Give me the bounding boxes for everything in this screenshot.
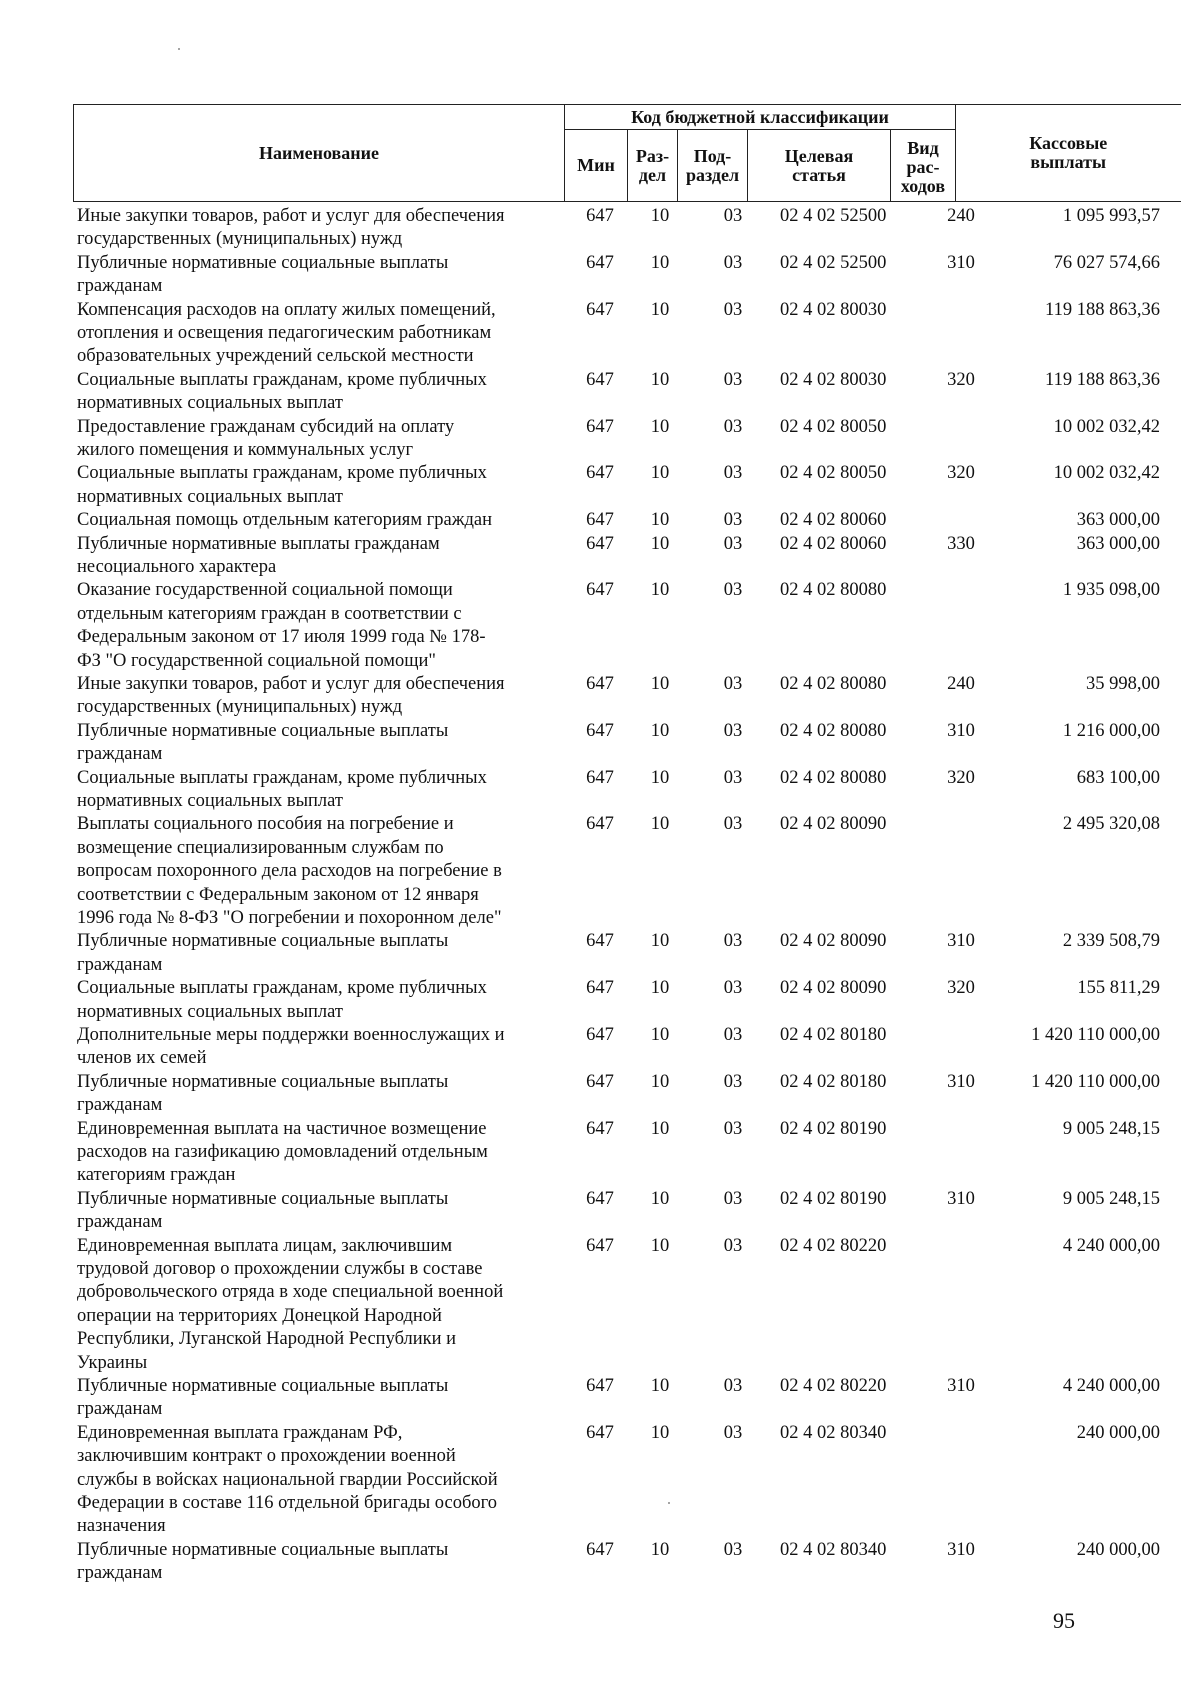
row-cash-payments: 363 000,00 bbox=[1076, 510, 1160, 531]
row-name bbox=[77, 1539, 557, 1586]
row-podrazdel: 03 bbox=[723, 1188, 743, 1209]
row-name bbox=[77, 369, 557, 416]
row-target-article: 02 4 02 80030 bbox=[780, 299, 887, 320]
row-min: 647 bbox=[586, 1024, 614, 1045]
row-min: 647 bbox=[586, 931, 614, 952]
row-cash-payments: 4 240 000,00 bbox=[1062, 1235, 1160, 1256]
row-razdel: 10 bbox=[650, 533, 670, 554]
row-target-article: 02 4 02 80060 bbox=[780, 510, 887, 531]
row-razdel: 10 bbox=[650, 206, 670, 226]
header-podrazdel-line: Под- bbox=[693, 145, 732, 166]
row-name-line: жилого помещения и коммунальных услуг bbox=[77, 439, 414, 460]
row-name-line: Публичные нормативные социальные выплаты bbox=[77, 720, 449, 741]
row-target-article: 02 4 02 80220 bbox=[780, 1235, 887, 1256]
row-name-line: Публичные нормативные социальные выплаты bbox=[77, 252, 449, 273]
table-row bbox=[0, 720, 1200, 767]
row-podrazdel: 03 bbox=[723, 510, 743, 531]
row-name bbox=[77, 813, 557, 930]
row-min: 647 bbox=[586, 1071, 614, 1092]
row-name-line: Публичные нормативные социальные выплаты bbox=[77, 1375, 449, 1396]
table-row bbox=[0, 369, 1200, 416]
table-row bbox=[0, 1375, 1200, 1422]
row-razdel: 10 bbox=[650, 767, 670, 788]
row-name-line: Компенсация расходов на оплату жилых помещений, bbox=[77, 299, 496, 320]
row-name bbox=[77, 1188, 557, 1235]
row-razdel: 10 bbox=[650, 463, 670, 484]
row-cash-payments: 1 935 098,00 bbox=[1062, 580, 1160, 601]
row-podrazdel: 03 bbox=[723, 369, 743, 390]
row-target-article: 02 4 02 80080 bbox=[780, 580, 887, 601]
row-razdel: 10 bbox=[650, 1422, 670, 1443]
row-name-line: гражданам bbox=[77, 1563, 163, 1584]
row-name-line: трудовой договор о прохождении службы в составе bbox=[77, 1258, 483, 1279]
header-vid bbox=[891, 130, 956, 202]
row-podrazdel: 03 bbox=[723, 299, 743, 320]
row-min: 647 bbox=[586, 299, 614, 320]
header-min: Мин bbox=[565, 130, 628, 202]
row-min: 647 bbox=[586, 767, 614, 788]
row-cash-payments: 240 000,00 bbox=[1076, 1422, 1160, 1443]
row-name-line: государственных (муниципальных) нужд bbox=[77, 229, 403, 250]
table-row bbox=[0, 1539, 1200, 1586]
table-row bbox=[0, 205, 1200, 252]
header-celevaya-line: статья bbox=[792, 164, 846, 185]
row-razdel: 10 bbox=[650, 1235, 670, 1256]
row-name bbox=[77, 416, 557, 463]
row-name bbox=[77, 1235, 557, 1375]
row-cash-payments: 1 420 110 000,00 bbox=[1031, 1071, 1160, 1092]
row-name-line: соответствии с Федеральным законом от 12 января bbox=[77, 884, 479, 905]
row-name bbox=[77, 205, 557, 252]
row-name-line: Украины bbox=[77, 1352, 148, 1373]
row-name-line: нормативных социальных выплат bbox=[77, 790, 343, 811]
row-razdel: 10 bbox=[650, 1024, 670, 1045]
row-name-line: Единовременная выплата на частичное возмещение bbox=[77, 1118, 487, 1139]
table-row bbox=[0, 767, 1200, 814]
row-target-article: 02 4 02 80340 bbox=[780, 1422, 887, 1443]
table-row bbox=[0, 1071, 1200, 1118]
row-min: 647 bbox=[586, 1422, 614, 1443]
row-cash-payments: 155 811,29 bbox=[1077, 978, 1160, 999]
row-min: 647 bbox=[586, 580, 614, 601]
row-target-article: 02 4 02 80080 bbox=[780, 673, 887, 694]
row-name bbox=[77, 720, 557, 767]
row-podrazdel: 03 bbox=[723, 1375, 743, 1396]
header-vid-line: Вид bbox=[907, 137, 939, 158]
scan-speck bbox=[178, 48, 180, 50]
row-expense-type: 310 bbox=[947, 720, 975, 741]
row-target-article: 02 4 02 80030 bbox=[780, 369, 887, 390]
row-name-line: членов их семей bbox=[77, 1048, 207, 1069]
row-target-article: 02 4 02 80080 bbox=[780, 767, 887, 788]
header-razdel-line: Раз- bbox=[635, 145, 670, 166]
header-razdel bbox=[628, 130, 678, 202]
row-target-article: 02 4 02 80050 bbox=[780, 416, 887, 437]
row-target-article: 02 4 02 80060 bbox=[780, 533, 887, 554]
row-name-line: Выплаты социального пособия на погребение и bbox=[77, 814, 454, 835]
row-razdel: 10 bbox=[650, 720, 670, 741]
row-target-article: 02 4 02 52500 bbox=[780, 252, 887, 273]
row-target-article: 02 4 02 80340 bbox=[780, 1539, 887, 1560]
row-cash-payments: 2 339 508,79 bbox=[1062, 931, 1160, 952]
row-podrazdel: 03 bbox=[723, 206, 743, 226]
row-razdel: 10 bbox=[650, 299, 670, 320]
row-razdel: 10 bbox=[650, 1118, 670, 1139]
table-row bbox=[0, 673, 1200, 720]
row-name-line: вопросам похоронного дела расходов на погребение в bbox=[77, 861, 502, 882]
row-podrazdel: 03 bbox=[723, 580, 743, 601]
row-name-line: Дополнительные меры поддержки военнослужащих и bbox=[77, 1024, 505, 1045]
row-name-line: Единовременная выплата гражданам РФ, bbox=[77, 1422, 403, 1443]
table-row bbox=[0, 930, 1200, 977]
row-podrazdel: 03 bbox=[723, 931, 743, 952]
row-name bbox=[77, 673, 557, 720]
row-min: 647 bbox=[586, 252, 614, 273]
row-min: 647 bbox=[586, 814, 614, 835]
row-name bbox=[77, 930, 557, 977]
table-row bbox=[0, 813, 1200, 930]
table-row bbox=[0, 1422, 1200, 1539]
row-name bbox=[77, 579, 557, 673]
header-kbk: Код бюджетной классификации bbox=[565, 105, 956, 130]
row-razdel: 10 bbox=[650, 1375, 670, 1396]
row-name-line: нормативных социальных выплат bbox=[77, 1001, 343, 1022]
row-podrazdel: 03 bbox=[723, 1539, 743, 1560]
row-name-line: государственных (муниципальных) нужд bbox=[77, 697, 403, 718]
row-min: 647 bbox=[586, 1375, 614, 1396]
row-name-line: гражданам bbox=[77, 1212, 163, 1233]
row-expense-type: 310 bbox=[947, 252, 975, 273]
table-row bbox=[0, 1188, 1200, 1235]
row-name-line: Публичные нормативные социальные выплаты bbox=[77, 1539, 449, 1560]
row-name bbox=[77, 462, 557, 509]
table-row bbox=[0, 252, 1200, 299]
row-cash-payments: 1 420 110 000,00 bbox=[1031, 1024, 1160, 1045]
row-name-line: Предоставление гражданам субсидий на оплату bbox=[77, 416, 455, 437]
row-name-line: Публичные нормативные выплаты гражданам bbox=[77, 533, 440, 554]
row-name-line: Социальные выплаты гражданам, кроме публичных bbox=[77, 369, 487, 390]
row-expense-type: 310 bbox=[947, 1188, 975, 1209]
row-podrazdel: 03 bbox=[723, 252, 743, 273]
row-podrazdel: 03 bbox=[723, 533, 743, 554]
table-body bbox=[0, 205, 1200, 1586]
row-min: 647 bbox=[586, 1539, 614, 1560]
table-row bbox=[0, 1118, 1200, 1188]
row-name-line: возмещение специализированным службам по bbox=[77, 837, 444, 858]
row-cash-payments: 1 216 000,00 bbox=[1062, 720, 1160, 741]
row-expense-type: 310 bbox=[947, 1375, 975, 1396]
table-row bbox=[0, 416, 1200, 463]
row-min: 647 bbox=[586, 1235, 614, 1256]
row-podrazdel: 03 bbox=[723, 978, 743, 999]
row-expense-type: 310 bbox=[947, 1539, 975, 1560]
row-razdel: 10 bbox=[650, 1539, 670, 1560]
header-celevaya-line: Целевая bbox=[784, 145, 854, 166]
row-min: 647 bbox=[586, 369, 614, 390]
row-expense-type: 320 bbox=[947, 463, 975, 484]
header-vid-line: рас- bbox=[906, 156, 940, 177]
row-podrazdel: 03 bbox=[723, 814, 743, 835]
page-number: 95 bbox=[1053, 1608, 1075, 1633]
row-cash-payments: 76 027 574,66 bbox=[1053, 252, 1160, 273]
row-name-line: гражданам bbox=[77, 276, 163, 297]
row-podrazdel: 03 bbox=[723, 416, 743, 437]
row-name-line: Социальные выплаты гражданам, кроме публичных bbox=[77, 978, 487, 999]
header-vid-line: ходов bbox=[900, 175, 946, 196]
scan-speck bbox=[668, 1502, 670, 1504]
row-name-line: Иные закупки товаров, работ и услуг для обеспечения bbox=[77, 673, 505, 694]
row-expense-type: 240 bbox=[947, 673, 975, 694]
row-name-line: операции на территориях Донецкой Народной bbox=[77, 1305, 442, 1326]
row-razdel: 10 bbox=[650, 369, 670, 390]
row-name bbox=[77, 1422, 557, 1539]
row-name-line: несоциального характера bbox=[77, 556, 277, 577]
row-name-line: заключившим контракт о прохождении военной bbox=[77, 1446, 456, 1467]
row-razdel: 10 bbox=[650, 580, 670, 601]
row-razdel: 10 bbox=[650, 814, 670, 835]
row-name-line: Публичные нормативные социальные выплаты bbox=[77, 1188, 449, 1209]
row-name bbox=[77, 1071, 557, 1118]
row-cash-payments: 35 998,00 bbox=[1086, 673, 1160, 694]
table-row bbox=[0, 579, 1200, 673]
header-kassovye bbox=[956, 105, 1181, 202]
row-min: 647 bbox=[586, 206, 614, 226]
row-name-line: Социальные выплаты гражданам, кроме публичных bbox=[77, 463, 487, 484]
table-header bbox=[73, 104, 1181, 202]
row-razdel: 10 bbox=[650, 931, 670, 952]
row-cash-payments: 9 005 248,15 bbox=[1062, 1118, 1160, 1139]
row-name-line: назначения bbox=[77, 1516, 166, 1537]
row-name bbox=[77, 533, 557, 580]
row-name-line: Социальная помощь отдельным категориям граждан bbox=[77, 510, 493, 531]
table-row bbox=[0, 1024, 1200, 1071]
table-row bbox=[0, 462, 1200, 509]
row-name bbox=[77, 1024, 557, 1071]
row-min: 647 bbox=[586, 463, 614, 484]
row-cash-payments: 2 495 320,08 bbox=[1062, 814, 1160, 835]
row-min: 647 bbox=[586, 720, 614, 741]
row-name-line: службы в войсках национальной гвардии Российской bbox=[77, 1469, 498, 1490]
row-name bbox=[77, 509, 557, 532]
row-name-line: категориям граждан bbox=[77, 1165, 236, 1186]
row-name-line: гражданам bbox=[77, 954, 163, 975]
row-name-line: ФЗ "О государственной социальной помощи" bbox=[77, 650, 436, 671]
row-expense-type: 320 bbox=[947, 767, 975, 788]
row-expense-type: 310 bbox=[947, 1071, 975, 1092]
row-razdel: 10 bbox=[650, 416, 670, 437]
row-name-line: отопления и освещения педагогическим работникам bbox=[77, 323, 492, 343]
row-cash-payments: 4 240 000,00 bbox=[1062, 1375, 1160, 1396]
row-target-article: 02 4 02 80090 bbox=[780, 814, 887, 835]
header-razdel-line: дел bbox=[638, 164, 667, 185]
row-min: 647 bbox=[586, 533, 614, 554]
row-name-line: Федеральным законом от 17 июля 1999 года № 178- bbox=[77, 627, 486, 648]
row-name-line: Единовременная выплата лицам, заключившим bbox=[77, 1235, 453, 1256]
table-row bbox=[0, 977, 1200, 1024]
row-expense-type: 320 bbox=[947, 978, 975, 999]
row-name-line: 1996 года № 8-ФЗ "О погребении и похоронном деле" bbox=[77, 907, 502, 928]
row-podrazdel: 03 bbox=[723, 1235, 743, 1256]
row-cash-payments: 119 188 863,36 bbox=[1045, 299, 1160, 320]
row-name-line: образовательных учреждений сельской местности bbox=[77, 346, 474, 367]
row-cash-payments: 119 188 863,36 bbox=[1045, 369, 1160, 390]
row-razdel: 10 bbox=[650, 978, 670, 999]
row-name-line: нормативных социальных выплат bbox=[77, 393, 343, 414]
row-cash-payments: 683 100,00 bbox=[1076, 767, 1160, 788]
row-name-line: гражданам bbox=[77, 1399, 163, 1420]
header-podrazdel-line: раздел bbox=[685, 164, 740, 185]
row-cash-payments: 1 095 993,57 bbox=[1062, 206, 1160, 226]
row-name-line: Иные закупки товаров, работ и услуг для обеспечения bbox=[77, 206, 505, 226]
row-target-article: 02 4 02 80090 bbox=[780, 931, 887, 952]
row-name bbox=[77, 1375, 557, 1422]
table-row bbox=[0, 299, 1200, 369]
row-podrazdel: 03 bbox=[723, 1422, 743, 1443]
table-row bbox=[0, 509, 1200, 532]
row-target-article: 02 4 02 80190 bbox=[780, 1188, 887, 1209]
row-razdel: 10 bbox=[650, 510, 670, 531]
row-cash-payments: 240 000,00 bbox=[1076, 1539, 1160, 1560]
row-name bbox=[77, 977, 557, 1024]
row-podrazdel: 03 bbox=[723, 673, 743, 694]
row-razdel: 10 bbox=[650, 673, 670, 694]
row-target-article: 02 4 02 80220 bbox=[780, 1375, 887, 1396]
row-cash-payments: 10 002 032,42 bbox=[1053, 463, 1160, 484]
row-podrazdel: 03 bbox=[723, 1118, 743, 1139]
row-name-line: Социальные выплаты гражданам, кроме публичных bbox=[77, 767, 487, 788]
row-name-line: Публичные нормативные социальные выплаты bbox=[77, 931, 449, 952]
header-celevaya bbox=[748, 130, 891, 202]
row-podrazdel: 03 bbox=[723, 720, 743, 741]
header-kassovye-line: выплаты bbox=[1030, 152, 1107, 172]
row-min: 647 bbox=[586, 510, 614, 531]
row-expense-type: 330 bbox=[947, 533, 975, 554]
row-target-article: 02 4 02 80080 bbox=[780, 720, 887, 741]
row-name-line: добровольческого отряда в ходе специальной военной bbox=[77, 1282, 504, 1303]
table-row bbox=[0, 533, 1200, 580]
row-name bbox=[77, 299, 557, 369]
header-podrazdel bbox=[678, 130, 748, 202]
row-target-article: 02 4 02 80180 bbox=[780, 1024, 887, 1045]
row-min: 647 bbox=[586, 1188, 614, 1209]
row-min: 647 bbox=[586, 1118, 614, 1139]
row-cash-payments: 10 002 032,42 bbox=[1053, 416, 1160, 437]
header-name: Наименование bbox=[74, 105, 565, 202]
row-cash-payments: 9 005 248,15 bbox=[1062, 1188, 1160, 1209]
row-min: 647 bbox=[586, 416, 614, 437]
row-name-line: Публичные нормативные социальные выплаты bbox=[77, 1071, 449, 1092]
row-min: 647 bbox=[586, 978, 614, 999]
row-name-line: нормативных социальных выплат bbox=[77, 486, 343, 507]
row-target-article: 02 4 02 80090 bbox=[780, 978, 887, 999]
row-min: 647 bbox=[586, 673, 614, 694]
row-name bbox=[77, 767, 557, 814]
row-name-line: гражданам bbox=[77, 1095, 163, 1116]
row-target-article: 02 4 02 80050 bbox=[780, 463, 887, 484]
row-name-line: расходов на газификацию домовладений отдельным bbox=[77, 1141, 488, 1162]
row-podrazdel: 03 bbox=[723, 1071, 743, 1092]
row-name-line: отдельным категориям граждан в соответствии с bbox=[77, 603, 462, 624]
row-razdel: 10 bbox=[650, 252, 670, 273]
row-expense-type: 310 bbox=[947, 931, 975, 952]
row-expense-type: 320 bbox=[947, 369, 975, 390]
row-name bbox=[77, 1118, 557, 1188]
table-row bbox=[0, 1235, 1200, 1375]
row-cash-payments: 363 000,00 bbox=[1076, 533, 1160, 554]
header-kassovye-line: Кассовые bbox=[1029, 133, 1108, 153]
row-name-line: Федерации в составе 116 отдельной бригады особого bbox=[77, 1492, 498, 1513]
row-target-article: 02 4 02 80180 bbox=[780, 1071, 887, 1092]
row-podrazdel: 03 bbox=[723, 463, 743, 484]
row-name-line: Республики, Луганской Народной Республики и bbox=[77, 1329, 457, 1350]
row-target-article: 02 4 02 52500 bbox=[780, 206, 887, 226]
row-expense-type: 240 bbox=[947, 206, 975, 226]
row-razdel: 10 bbox=[650, 1071, 670, 1092]
row-name-line: Оказание государственной социальной помощи bbox=[77, 580, 453, 601]
row-razdel: 10 bbox=[650, 1188, 670, 1209]
row-target-article: 02 4 02 80190 bbox=[780, 1118, 887, 1139]
row-podrazdel: 03 bbox=[723, 767, 743, 788]
row-name-line: гражданам bbox=[77, 744, 163, 765]
row-podrazdel: 03 bbox=[723, 1024, 743, 1045]
row-name bbox=[77, 252, 557, 299]
